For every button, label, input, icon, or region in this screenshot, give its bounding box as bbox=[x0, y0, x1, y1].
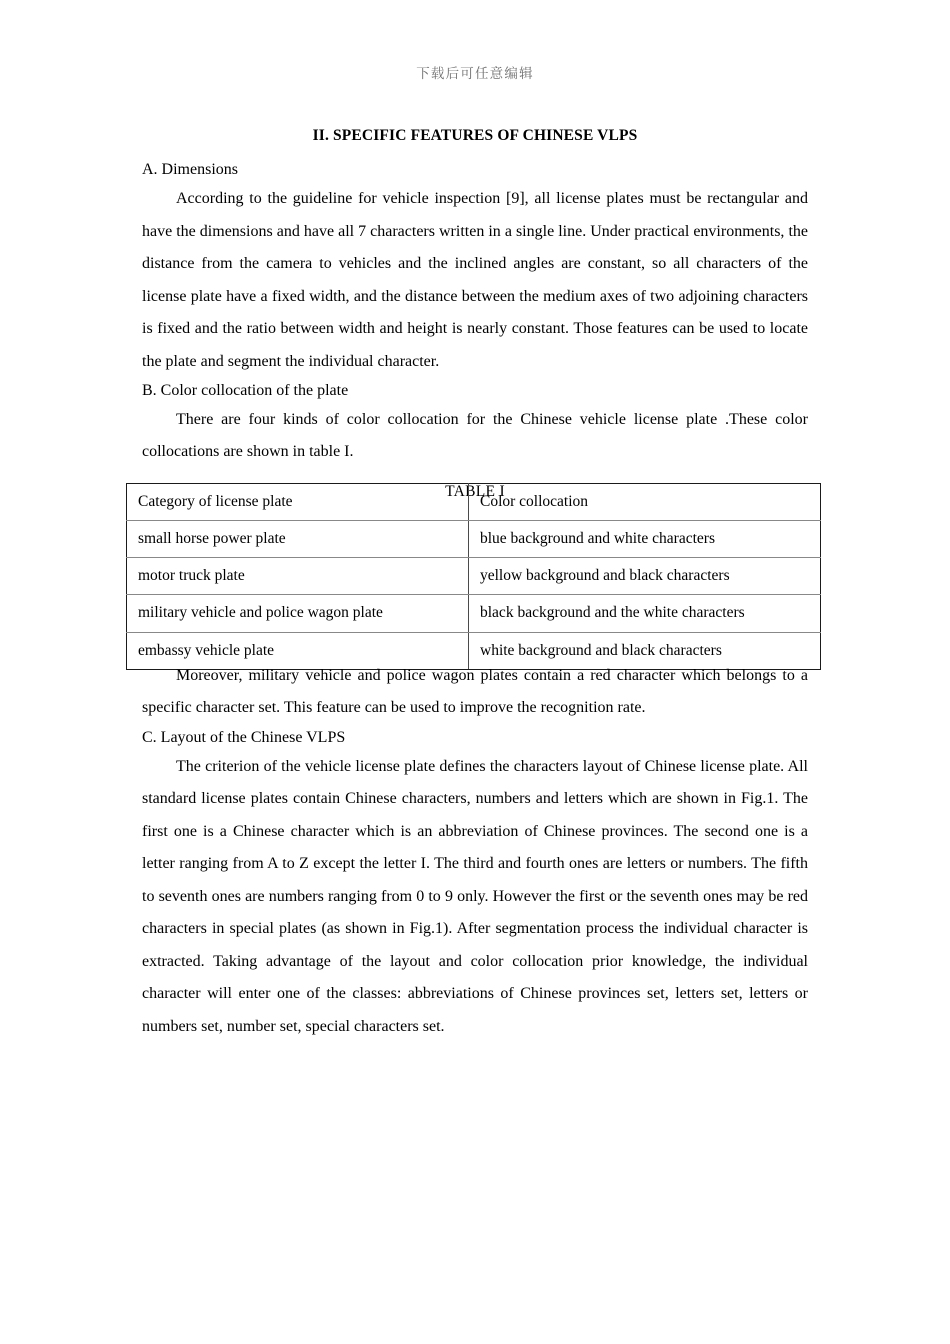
document-body-continued bbox=[142, 660, 808, 1043]
subsection-heading-a: A. Dimensions bbox=[142, 161, 238, 179]
table-cell-category: motor truck plate bbox=[127, 558, 469, 595]
table-cell-category: military vehicle and police wagon plate bbox=[127, 595, 469, 632]
paragraph-layout: The criterion of the vehicle license plate defines the characters layout of Chinese license plate. All standard license plates contain Chinese characters, numbers and letters which are shown in Fig.1. The first one is a Chinese character which is an abbreviation of Chinese provinces. The second one is a letter ranging from A to Z except the letter I. The third and fourth ones are letters or numbers. The fifth to seventh ones are numbers ranging from 0 to 9 only. However the first or the seventh ones may be red characters in special plates (as shown in Fig.1). After segmentation process the individual character is extracted. Taking advantage of the layout and color collocation prior knowledge, the individual character will enter one of the classes: abbreviations of Chinese provinces set, letters set, letters or numbers set, number set, special characters set. bbox=[142, 757, 808, 1035]
table-cell-color: yellow background and black characters bbox=[469, 558, 821, 595]
table-column-header-color: Color collocation bbox=[469, 484, 821, 521]
table-cell-category: embassy vehicle plate bbox=[127, 632, 469, 669]
page-header-watermark: 下载后可任意编辑 bbox=[416, 66, 534, 82]
table-header-row bbox=[127, 484, 821, 521]
paragraph-red-character: Moreover, military vehicle and police wagon plates contain a red character which belongs to a specific character set. This feature can be used to improve the recognition rate. bbox=[142, 667, 808, 717]
table-cell-color: black background and the white characters bbox=[469, 595, 821, 632]
subsection-heading-c: C. Layout of the Chinese VLPS bbox=[142, 728, 346, 746]
table-caption: TABLE I bbox=[445, 482, 505, 500]
table-cell-color: blue background and white characters bbox=[469, 521, 821, 558]
subsection-heading-b: B. Color collocation of the plate bbox=[142, 381, 349, 399]
color-collocation-table bbox=[126, 483, 821, 670]
table-column-header-category: Category of license plate bbox=[127, 484, 469, 521]
paragraph-dimensions: According to the guideline for vehicle inspection [9], all license plates must be rectangular and have the dimensions and have all 7 characters written in a single line. Under practical environments, the distance from the camera to vehicles and the inclined angles are constant, so all characters of the license plate have a fixed width, and the distance between the medium axes of two adjoining characters is fixed and the ratio between width and height is nearly constant. Those features can be used to locate the plate and segment the individual character. bbox=[142, 190, 808, 370]
table-cell-color: white background and black characters bbox=[469, 632, 821, 669]
page-title: II. SPECIFIC FEATURES OF CHINESE VLPS bbox=[312, 127, 638, 144]
table-container bbox=[126, 483, 820, 670]
table-row bbox=[127, 521, 821, 558]
paragraph-color-collocation: There are four kinds of color collocation for the Chinese vehicle license plate .These color collocations are shown in table I. bbox=[142, 410, 808, 461]
table-row bbox=[127, 595, 821, 632]
document-body bbox=[142, 124, 808, 509]
table-row bbox=[127, 558, 821, 595]
table-cell-category: small horse power plate bbox=[127, 521, 469, 558]
